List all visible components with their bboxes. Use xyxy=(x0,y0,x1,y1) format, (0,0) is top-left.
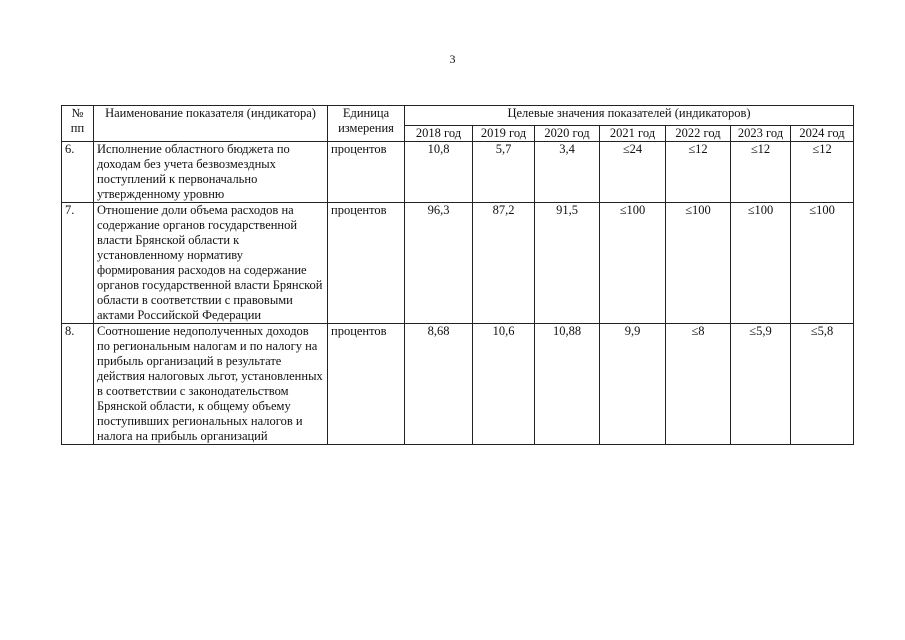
value-cell: 96,3 xyxy=(405,203,473,324)
unit-cell: процентов xyxy=(328,142,405,203)
row-number: 8. xyxy=(62,324,94,445)
header-year: 2021 год xyxy=(600,126,666,142)
value-cell: ≤5,8 xyxy=(791,324,854,445)
row-number: 7. xyxy=(62,203,94,324)
indicator-name: Исполнение областного бюджета по доходам без учета безвозмездных поступлений к первоначально утвержденному уровню xyxy=(94,142,328,203)
table-row xyxy=(62,203,854,324)
value-cell: 10,88 xyxy=(535,324,600,445)
table-row xyxy=(62,324,854,445)
header-year: 2020 год xyxy=(535,126,600,142)
header-year: 2024 год xyxy=(791,126,854,142)
page-number: 3 xyxy=(449,52,456,66)
row-number: 6. xyxy=(62,142,94,203)
header-targets: Целевые значения показателей (индикаторов) xyxy=(405,106,854,126)
header-year: 2022 год xyxy=(666,126,731,142)
indicators-table xyxy=(61,105,854,445)
value-cell: 9,9 xyxy=(600,324,666,445)
header-num: № пп xyxy=(62,106,94,142)
value-cell: ≤100 xyxy=(791,203,854,324)
value-cell: ≤24 xyxy=(600,142,666,203)
value-cell: 87,2 xyxy=(473,203,535,324)
value-cell: ≤12 xyxy=(731,142,791,203)
value-cell: 10,8 xyxy=(405,142,473,203)
header-year: 2018 год xyxy=(405,126,473,142)
value-cell: ≤100 xyxy=(731,203,791,324)
value-cell: 8,68 xyxy=(405,324,473,445)
value-cell: ≤100 xyxy=(600,203,666,324)
value-cell: 3,4 xyxy=(535,142,600,203)
value-cell: ≤8 xyxy=(666,324,731,445)
header-name: Наименование показателя (индикатора) xyxy=(94,106,328,142)
indicator-name: Соотношение недополученных доходов по региональным налогам и по налогу на прибыль организаций в результате действия налоговых льгот, установленных в соответствии с законодательством Брянской области, к общему объему поступивших региональных налогов и налога на прибыль организаций xyxy=(94,324,328,445)
indicator-name: Отношение доли объема расходов на содержание органов государственной власти Брянской области к установленному нормативу формирования расходов на содержание органов государственной власти Брянской области в соответствии с правовыми актами Российской Федерации xyxy=(94,203,328,324)
header-year: 2023 год xyxy=(731,126,791,142)
value-cell: ≤100 xyxy=(666,203,731,324)
header-year: 2019 год xyxy=(473,126,535,142)
value-cell: ≤12 xyxy=(791,142,854,203)
header-unit: Единица измерения xyxy=(328,106,405,142)
value-cell: ≤5,9 xyxy=(731,324,791,445)
unit-cell: процентов xyxy=(328,324,405,445)
value-cell: 5,7 xyxy=(473,142,535,203)
unit-cell: процентов xyxy=(328,203,405,324)
table-row xyxy=(62,142,854,203)
value-cell: 91,5 xyxy=(535,203,600,324)
value-cell: ≤12 xyxy=(666,142,731,203)
value-cell: 10,6 xyxy=(473,324,535,445)
